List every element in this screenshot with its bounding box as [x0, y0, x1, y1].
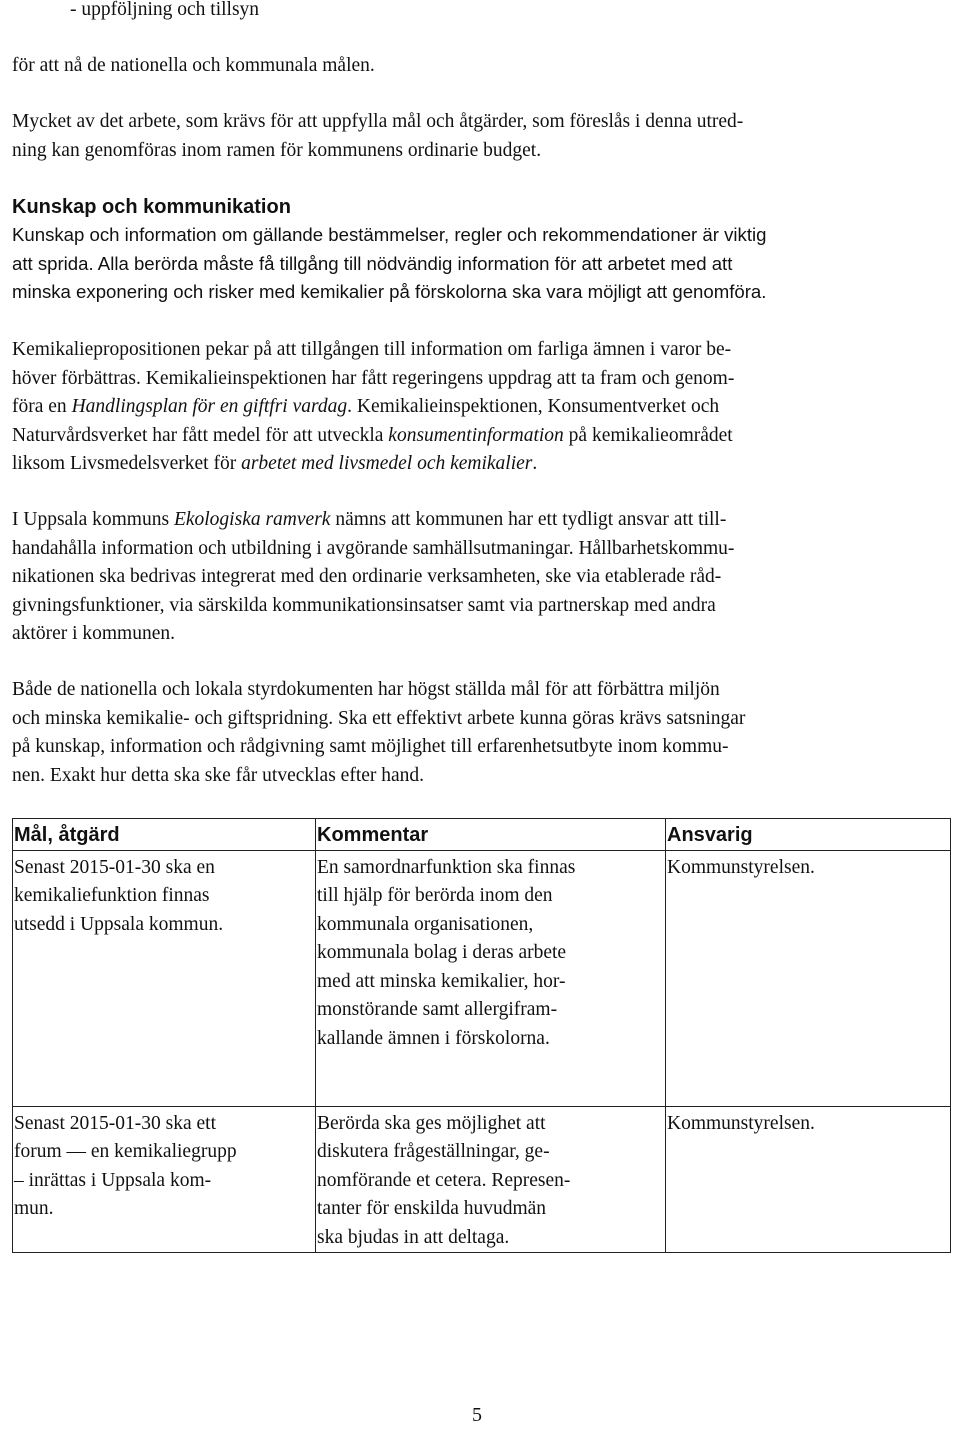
- paragraph-line: [12, 422, 734, 451]
- table-header-cell: Ansvarig: [666, 819, 951, 851]
- text-run: föra en: [12, 396, 72, 417]
- paragraph-kunskap: [12, 221, 766, 307]
- paragraph-line: ning kan genomföras inom ramen för kommunens ordinarie budget.: [12, 139, 542, 161]
- paragraph-line: [12, 450, 734, 479]
- bullet-text: - uppföljning och tillsyn: [70, 0, 260, 20]
- cell-line: kemikaliefunktion finnas: [14, 885, 210, 906]
- paragraph-kemikalieproposition: [12, 336, 734, 479]
- cell-line: med att minska kemikalier, hor-: [317, 970, 566, 992]
- table-row: [13, 1106, 951, 1253]
- paragraph-line: att sprida. Alla berörda måste få tillgång till nödvändig information för att arbetet med att: [12, 252, 733, 274]
- paragraph-line: höver förbättras. Kemikalieinspektionen har fått regeringens uppdrag att ta fram och genom-: [12, 367, 735, 389]
- bullet-item: [70, 0, 259, 25]
- paragraph-line: minska exponering och risker med kemikalier på förskolorna ska vara möjligt att genomföra.: [12, 281, 767, 302]
- table-header-cell: Kommentar: [316, 819, 666, 851]
- cell-line: Senast 2015-01-30 ska en: [14, 856, 215, 878]
- paragraph-styrdokument: [12, 676, 745, 790]
- cell-line: monstörande samt allergifram-: [317, 999, 558, 1020]
- cell-line: ska bjudas in att deltaga.: [317, 1226, 510, 1248]
- paragraph-line: Kemikaliepropositionen pekar på att tillgången till information om farliga ämnen i varor be-: [12, 339, 732, 360]
- measures-table: [12, 818, 951, 1253]
- paragraph-line: nen. Exakt hur detta ska ske får utvecklas efter hand.: [12, 764, 425, 786]
- cell-line: till hjälp för berörda inom den: [317, 885, 553, 906]
- cell-line: forum — en kemikaliegrupp: [14, 1141, 237, 1162]
- cell-line: nomförande et cetera. Represen-: [317, 1169, 571, 1191]
- cell-line: – inrättas i Uppsala kom-: [14, 1169, 212, 1191]
- cell-line: kommunala bolag i deras arbete: [317, 942, 567, 963]
- paragraph-line: [12, 393, 734, 422]
- responsible-cell: [666, 850, 951, 1106]
- goal-cell: [13, 850, 316, 1106]
- text-run: . Kemikalieinspektionen, Konsumentverket och: [347, 396, 720, 417]
- text-run: nämns att kommunen har ett tydligt ansvar att till-: [330, 509, 727, 530]
- cell-line: En samordnarfunktion ska finnas: [317, 856, 576, 878]
- paragraph-line: Kunskap och information om gällande bestämmelser, regler och rekommendationer är viktig: [12, 224, 767, 245]
- paragraph-line: handahålla information och utbildning i avgörande samhällsutmaningar. Hållbarhetskommu-: [12, 537, 735, 559]
- table-row: [13, 850, 951, 1106]
- cell-line: Senast 2015-01-30 ska ett: [14, 1112, 217, 1134]
- comment-cell: [316, 1106, 666, 1253]
- cell-line: tanter för enskilda huvudmän: [317, 1198, 547, 1219]
- goal-cell: [13, 1106, 316, 1253]
- paragraph-budget: [12, 108, 743, 165]
- table-header-cell: Mål, åtgärd: [13, 819, 316, 851]
- text-run: liksom Livsmedelsverket för: [12, 453, 242, 474]
- paragraph-line: aktörer i kommunen.: [12, 623, 175, 644]
- cell-line: Berörda ska ges möjlighet att: [317, 1112, 546, 1134]
- italic-title: Ekologiska ramverk: [173, 509, 331, 530]
- paragraph-line: på kunskap, information och rådgivning samt möjlighet till erfarenhetsutbyte inom kommu-: [12, 736, 729, 757]
- paragraph-line: givningsfunktioner, via särskilda kommunikationsinsatser samt via partnerskap med andra: [12, 594, 716, 616]
- cell-line: kallande ämnen i förskolorna.: [317, 1027, 550, 1049]
- page-number: 5: [472, 1404, 482, 1426]
- cell-line: Kommunstyrelsen.: [667, 1112, 815, 1134]
- cell-line: Kommunstyrelsen.: [667, 856, 815, 878]
- paragraph-uppsala: [12, 506, 734, 649]
- paragraph-intro: [12, 52, 375, 81]
- text-run: på kemikalieområdet: [563, 424, 733, 446]
- cell-line: mun.: [14, 1198, 54, 1219]
- italic-term: konsumentinformation: [388, 424, 564, 446]
- paragraph-line: för att nå de nationella och kommunala målen.: [12, 55, 375, 76]
- paragraph-line: Både de nationella och lokala styrdokumenten har högst ställda mål för att förbättra miljön: [12, 679, 720, 700]
- section-heading: Kunskap och kommunikation: [12, 196, 291, 218]
- paragraph-line: [12, 506, 734, 535]
- italic-term: arbetet med livsmedel och kemikalier: [241, 453, 533, 474]
- paragraph-line: Mycket av det arbete, som krävs för att uppfylla mål och åtgärder, som föreslås i denna utred-: [12, 111, 744, 132]
- italic-title: Handlingsplan för en giftfri vardag: [71, 396, 348, 417]
- paragraph-line: och minska kemikalie- och giftspridning. Ska ett effektivt arbete kunna göras krävs satsningar: [12, 707, 746, 729]
- text-run: I Uppsala kommuns: [12, 509, 174, 530]
- cell-line: kommunala organisationen,: [317, 913, 534, 935]
- table-header-row: [13, 819, 951, 851]
- paragraph-line: nikationen ska bedrivas integrerat med den ordinarie verksamheten, ske via etablerade råd-: [12, 566, 722, 587]
- text-run: Naturvårdsverket har fått medel för att utveckla: [12, 424, 389, 446]
- comment-cell: [316, 850, 666, 1106]
- cell-line: diskutera frågeställningar, ge-: [317, 1141, 550, 1162]
- text-run: .: [532, 453, 538, 474]
- responsible-cell: [666, 1106, 951, 1253]
- cell-line: utsedd i Uppsala kommun.: [14, 913, 224, 935]
